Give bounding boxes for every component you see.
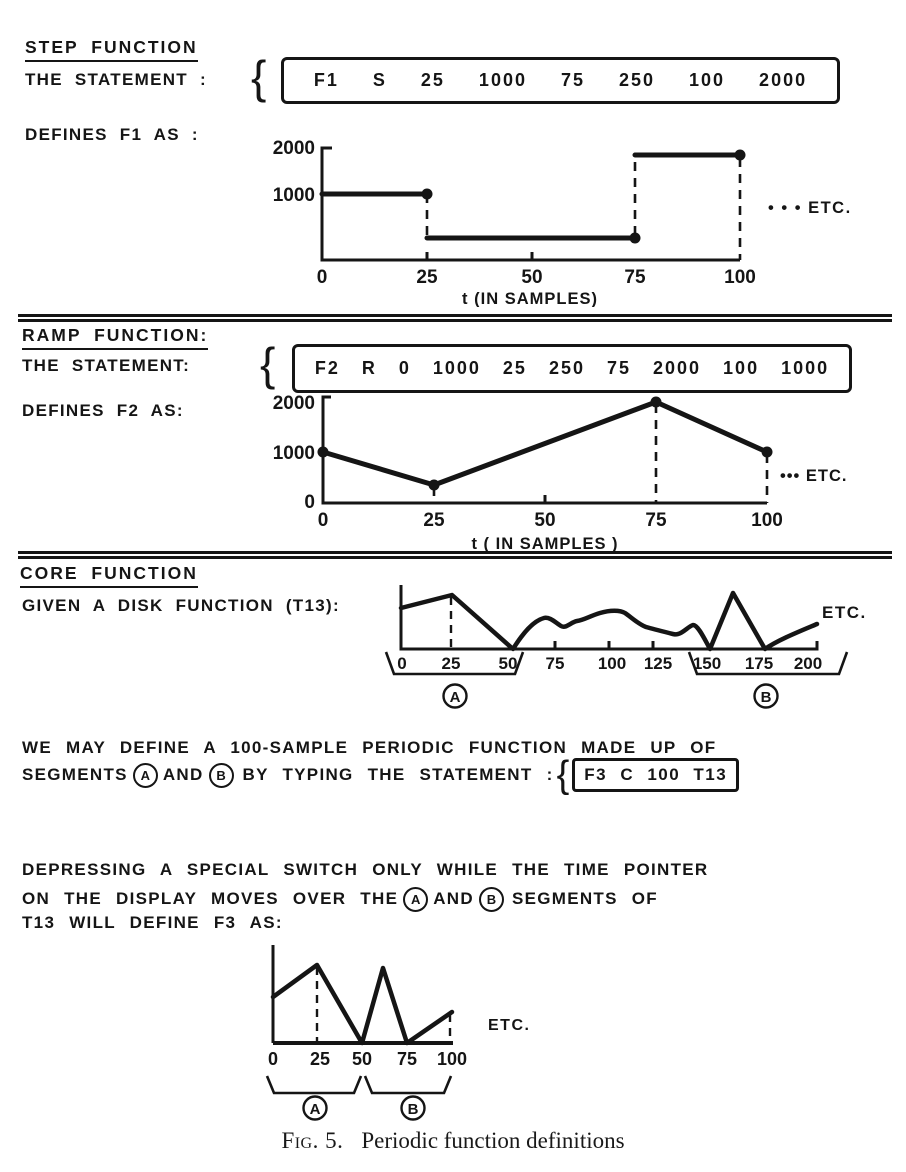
ramp-function-plot [140,388,890,556]
y-tick-label: 1000 [272,185,315,206]
segment-a-letter: A [449,689,461,706]
x-tick-label: 75 [624,267,646,288]
etc-continuation-label: ETC. [822,603,867,622]
x-tick-label: 50 [534,510,556,531]
step-defines-label: DEFINES F1 AS : [25,125,199,144]
ramp-statement-brace: { [260,338,276,390]
step-statement-box: F1 S 25 1000 75 250 100 2000 [281,57,840,104]
x-tick-label: 25 [309,1049,331,1069]
step-statement-brace: { [251,51,267,103]
x-tick-label: 75 [545,654,565,673]
compose-seg-suffix: BY TYPING THE STATEMENT : [242,765,554,784]
figure-caption [0,1128,906,1154]
segment-b-bracket [365,1076,451,1093]
x-tick-label: 0 [317,510,329,531]
x-tick-label: 0 [267,1049,279,1069]
disk-function-curve [401,593,817,649]
segment-b-circle: B [209,763,234,788]
x-tick-label: 75 [645,510,667,531]
dashed-guides [317,967,450,1043]
ramp-defines-label: DEFINES F2 AS: [22,401,184,420]
segment-b-letter: B [407,1101,419,1118]
compose-seg-prefix: SEGMENTS [22,765,128,784]
core-given-label: GIVEN A DISK FUNCTION (T13): [22,596,340,615]
section-divider-rule [18,314,892,322]
figure-caption-text: Periodic function definitions [361,1128,625,1153]
x-tick-label: 0 [316,267,328,288]
dashed-guides [427,158,740,260]
step-statement-label: THE STATEMENT : [25,70,207,89]
compose-seg-mid: AND [162,765,204,784]
compose-text-line2 [22,754,739,796]
section-divider-rule [18,551,892,559]
x-tick-label: 0 [397,654,407,673]
segment-b-circle: B [479,887,504,912]
core-section-heading: CORE FUNCTION [20,563,198,588]
dashed-guides [434,404,767,503]
x-tick-label: 175 [744,654,774,673]
switch-note-line2-prefix: ON THE DISPLAY MOVES OVER THE [22,889,399,908]
ramp-curve [323,402,767,485]
figure-caption-number: Fig. 5. [281,1128,344,1153]
y-tick-label: 0 [304,492,315,513]
switch-note-line1: DEPRESSING A SPECIAL SWITCH ONLY WHILE THE TIME POINTER [22,860,709,879]
ramp-statement-label: THE STATEMENT: [22,356,191,375]
segment-a-circle: A [403,887,428,912]
etc-continuation-label: • • • ETC. [768,199,852,217]
x-tick-label: 150 [692,654,722,673]
y-tick-label: 1000 [272,443,315,464]
f3-curve [273,965,452,1043]
compose-statement-brace: { [556,754,570,796]
step-section-heading: STEP FUNCTION [25,37,198,62]
f3-function-plot [238,938,568,1123]
x-tick-label: 50 [351,1049,373,1069]
step-curve [322,155,740,238]
data-point-dots [422,150,746,244]
ramp-statement-box: F2 R 0 1000 25 250 75 2000 100 1000 [292,344,852,393]
compose-statement-box: F3 C 100 T13 [572,758,739,792]
x-tick-label: 100 [597,654,627,673]
x-tick-label: 200 [793,654,823,673]
switch-note-line2-suffix: SEGMENTS OF [511,889,658,908]
axes [401,585,817,649]
step-function-plot [140,135,890,307]
segment-b-letter: B [760,689,772,706]
x-tick-label: 25 [441,654,461,673]
compose-text-line1: WE MAY DEFINE A 100-SAMPLE PERIODIC FUNCTION MADE UP OF [22,738,717,757]
x-tick-label: 50 [498,654,518,673]
x-tick-label: 100 [436,1049,468,1069]
axes [322,148,740,260]
y-tick-label: 2000 [272,138,315,159]
x-tick-label: 75 [396,1049,418,1069]
x-tick-label: 25 [423,510,445,531]
x-tick-label: 100 [724,267,756,288]
switch-note-line2-mid: AND [433,889,474,908]
axes [323,397,767,503]
x-tick-label: 50 [521,267,543,288]
y-tick-label: 2000 [272,393,315,414]
x-axis-label: t (IN SAMPLES) [462,290,598,307]
etc-continuation-label: ••• ETC. [780,467,848,485]
etc-continuation-label: ETC. [488,1017,531,1034]
switch-note-line3: T13 WILL DEFINE F3 AS: [22,913,283,932]
x-axis-label: t ( IN SAMPLES ) [471,535,619,553]
x-tick-label: 100 [751,510,783,531]
segment-a-letter: A [309,1101,321,1118]
segment-a-bracket [267,1076,361,1093]
switch-note-line2 [22,886,658,912]
disk-function-plot [378,578,906,728]
segment-a-circle: A [133,763,158,788]
x-tick-label: 25 [416,267,438,288]
ramp-section-heading: RAMP FUNCTION: [22,325,208,350]
x-tick-label: 125 [643,654,673,673]
